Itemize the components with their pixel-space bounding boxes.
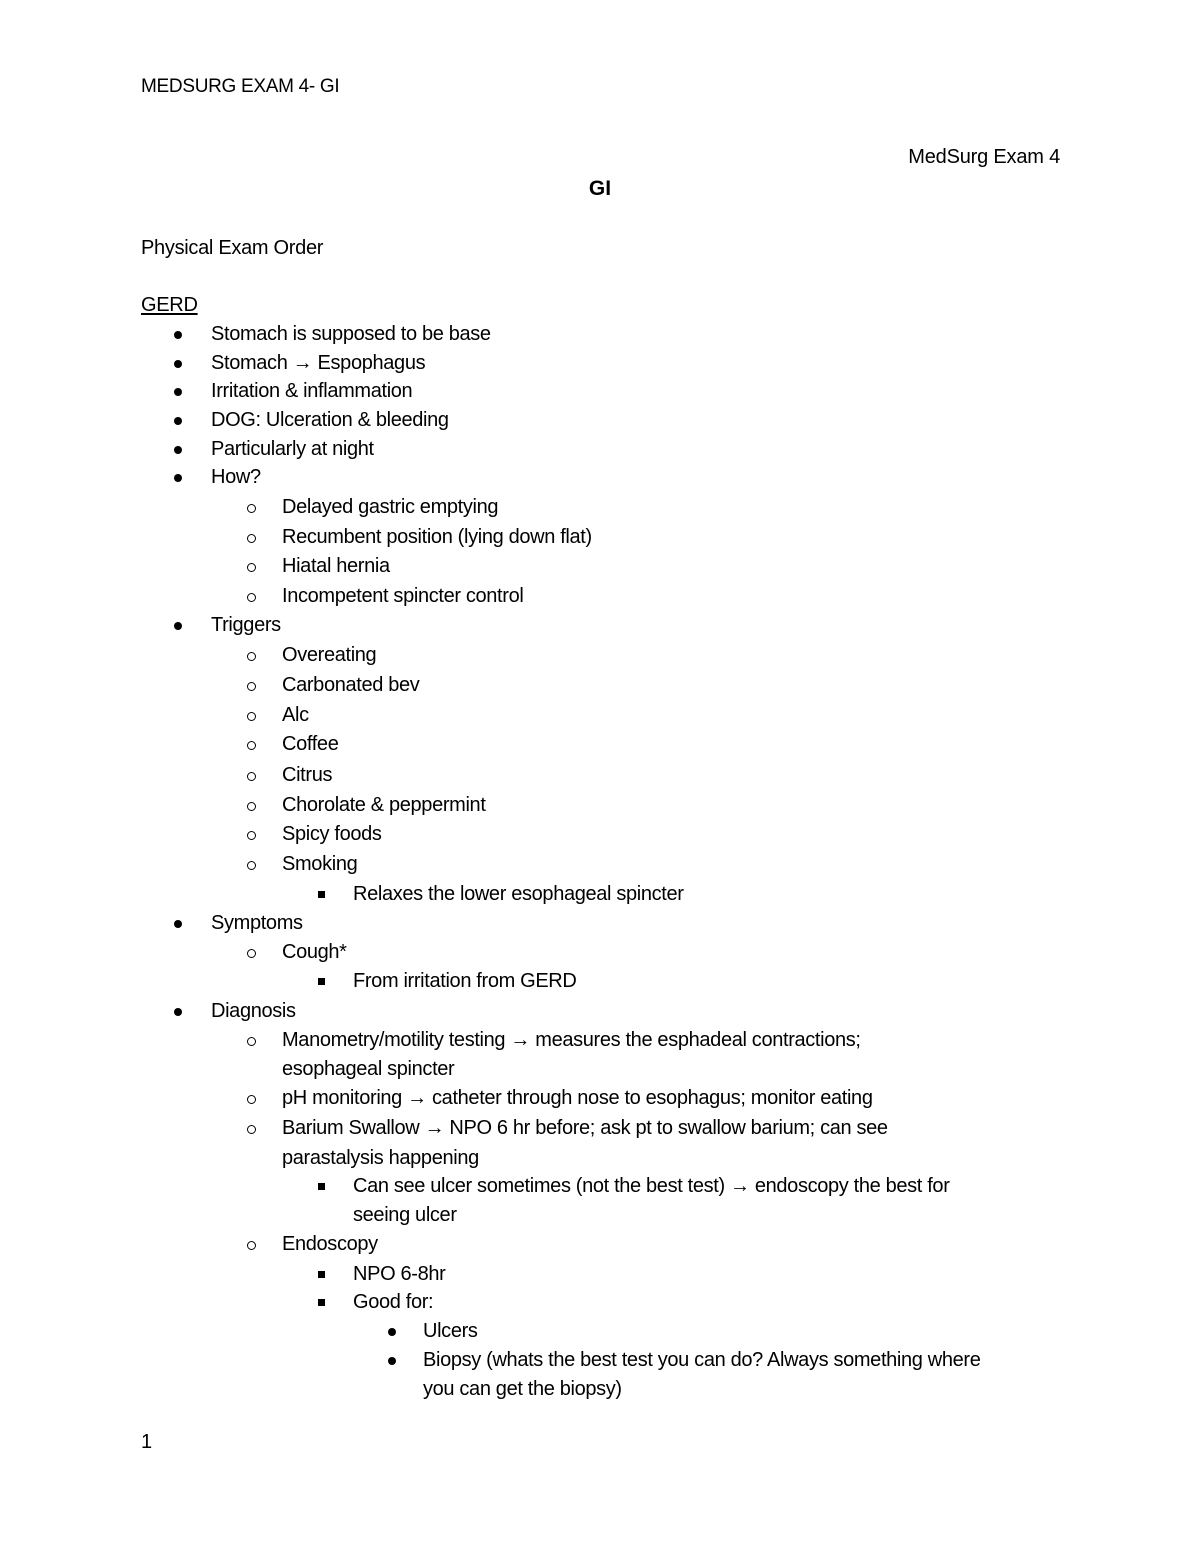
- list-item: [353, 1176, 950, 1196]
- bullet-circle-icon: [247, 741, 256, 750]
- list-item-text: parastalysis happening: [282, 1147, 479, 1169]
- list-item-text: Stomach → Espophagus: [211, 352, 426, 374]
- bullet-circle-icon: [247, 712, 256, 721]
- bullet-square-icon: [318, 1299, 325, 1306]
- list-item: [282, 556, 390, 576]
- list-item: [211, 381, 412, 401]
- list-item: [353, 1292, 433, 1312]
- list-item: [211, 410, 449, 430]
- bullet-square-icon: [318, 978, 325, 985]
- list-item-text: Symptoms: [211, 912, 303, 934]
- list-item: [282, 645, 376, 665]
- list-item-text: Manometry/motility testing → measures the esphadeal contractions;: [282, 1029, 861, 1051]
- list-item: [282, 675, 419, 695]
- list-item: [282, 765, 332, 785]
- list-item: [282, 1118, 888, 1138]
- list-item: [423, 1321, 478, 1341]
- list-item-text: Good for:: [353, 1291, 434, 1313]
- list-item-text: Spicy foods: [282, 823, 382, 845]
- list-item: [282, 854, 357, 874]
- list-item: [211, 467, 261, 487]
- running-header: MEDSURG EXAM 4- GI: [141, 76, 340, 97]
- list-item-text: Overeating: [282, 644, 377, 666]
- list-item: [211, 353, 425, 373]
- list-item: [353, 1205, 457, 1225]
- list-item-text: pH monitoring → catheter through nose to esophagus; monitor eating: [282, 1087, 873, 1109]
- list-item: [282, 795, 486, 815]
- bullet-disc-icon: [174, 1008, 182, 1016]
- bullet-circle-icon: [247, 504, 256, 513]
- list-item: [353, 971, 577, 991]
- list-item-text: Biopsy (whats the best test you can do? Always something where: [423, 1349, 981, 1371]
- bullet-circle-icon: [247, 1125, 256, 1134]
- section-label: Physical Exam Order: [141, 237, 324, 259]
- list-item-text: seeing ulcer: [353, 1204, 457, 1226]
- list-item-text: DOG: Ulceration & bleeding: [211, 409, 449, 431]
- bullet-disc-icon: [174, 331, 182, 339]
- list-item-text: esophageal spincter: [282, 1058, 455, 1080]
- bullet-disc-icon: [174, 920, 182, 928]
- section-heading: GERD: [141, 294, 198, 316]
- bullet-circle-icon: [247, 534, 256, 543]
- list-item: [282, 527, 592, 547]
- bullet-square-icon: [318, 1271, 325, 1278]
- list-item: [282, 824, 382, 844]
- list-item-text: Chorolate & peppermint: [282, 794, 486, 816]
- list-item: [211, 615, 281, 635]
- list-item: [211, 439, 374, 459]
- bullet-circle-icon: [247, 652, 256, 661]
- list-item: [423, 1350, 981, 1370]
- list-item: [282, 942, 347, 962]
- list-item-text: Endoscopy: [282, 1233, 378, 1255]
- bullet-circle-icon: [247, 831, 256, 840]
- bullet-disc-icon: [174, 446, 182, 454]
- list-item-text: How?: [211, 466, 261, 488]
- list-item-text: Recumbent position (lying down flat): [282, 526, 592, 548]
- list-item-text: Coffee: [282, 733, 339, 755]
- list-item: [353, 884, 684, 904]
- list-item-text: Barium Swallow → NPO 6 hr before; ask pt to swallow barium; can see: [282, 1117, 888, 1139]
- list-item-text: Triggers: [211, 614, 281, 636]
- list-item: [211, 913, 303, 933]
- list-item: [282, 1234, 378, 1254]
- list-item-text: Cough*: [282, 941, 347, 963]
- bullet-disc-icon: [174, 622, 182, 630]
- bullet-circle-icon: [247, 861, 256, 870]
- page-number: 1: [141, 1431, 153, 1453]
- bullet-disc-icon: [174, 388, 182, 396]
- list-item: [211, 324, 491, 344]
- list-item: [282, 1088, 873, 1108]
- list-item-text: Delayed gastric emptying: [282, 496, 499, 518]
- bullet-circle-icon: [247, 802, 256, 811]
- list-item-text: Ulcers: [423, 1320, 478, 1342]
- list-item-text: Hiatal hernia: [282, 555, 390, 577]
- list-item: [282, 586, 523, 606]
- list-item: [282, 1030, 861, 1050]
- list-item-text: Particularly at night: [211, 438, 374, 460]
- list-item-text: Stomach is supposed to be base: [211, 323, 491, 345]
- bullet-circle-icon: [247, 772, 256, 781]
- bullet-circle-icon: [247, 1095, 256, 1104]
- list-item: [282, 705, 309, 725]
- list-item-text: Relaxes the lower esophageal spincter: [353, 883, 684, 905]
- document-subtitle: MedSurg Exam 4: [908, 146, 1060, 168]
- bullet-circle-icon: [247, 563, 256, 572]
- list-item: [282, 497, 498, 517]
- list-item-text: Irritation & inflammation: [211, 380, 413, 402]
- bullet-disc-icon: [174, 360, 182, 368]
- bullet-square-icon: [318, 891, 325, 898]
- list-item-text: Alc: [282, 704, 309, 726]
- list-item-text: Carbonated bev: [282, 674, 420, 696]
- list-item-text: you can get the biopsy): [423, 1378, 622, 1400]
- list-item-text: Can see ulcer sometimes (not the best test) → endoscopy the best for: [353, 1175, 950, 1197]
- list-item: [282, 1148, 479, 1168]
- list-item-text: Citrus: [282, 764, 333, 786]
- list-item-text: Diagnosis: [211, 1000, 296, 1022]
- list-item: [423, 1379, 622, 1399]
- list-item: [353, 1264, 445, 1284]
- list-item: [282, 734, 338, 754]
- bullet-circle-icon: [247, 1241, 256, 1250]
- bullet-disc-icon: [388, 1328, 396, 1336]
- list-item-text: Incompetent spincter control: [282, 585, 524, 607]
- bullet-disc-icon: [174, 417, 182, 425]
- list-item-text: NPO 6-8hr: [353, 1263, 446, 1285]
- bullet-circle-icon: [247, 682, 256, 691]
- list-item-text: Smoking: [282, 853, 358, 875]
- bullet-circle-icon: [247, 949, 256, 958]
- bullet-square-icon: [318, 1183, 325, 1190]
- list-item-text: From irritation from GERD: [353, 970, 577, 992]
- bullet-circle-icon: [247, 593, 256, 602]
- list-item: [211, 1001, 296, 1021]
- page-title: GI: [588, 177, 612, 200]
- bullet-disc-icon: [174, 474, 182, 482]
- bullet-disc-icon: [388, 1357, 396, 1365]
- bullet-circle-icon: [247, 1037, 256, 1046]
- list-item: [282, 1059, 454, 1079]
